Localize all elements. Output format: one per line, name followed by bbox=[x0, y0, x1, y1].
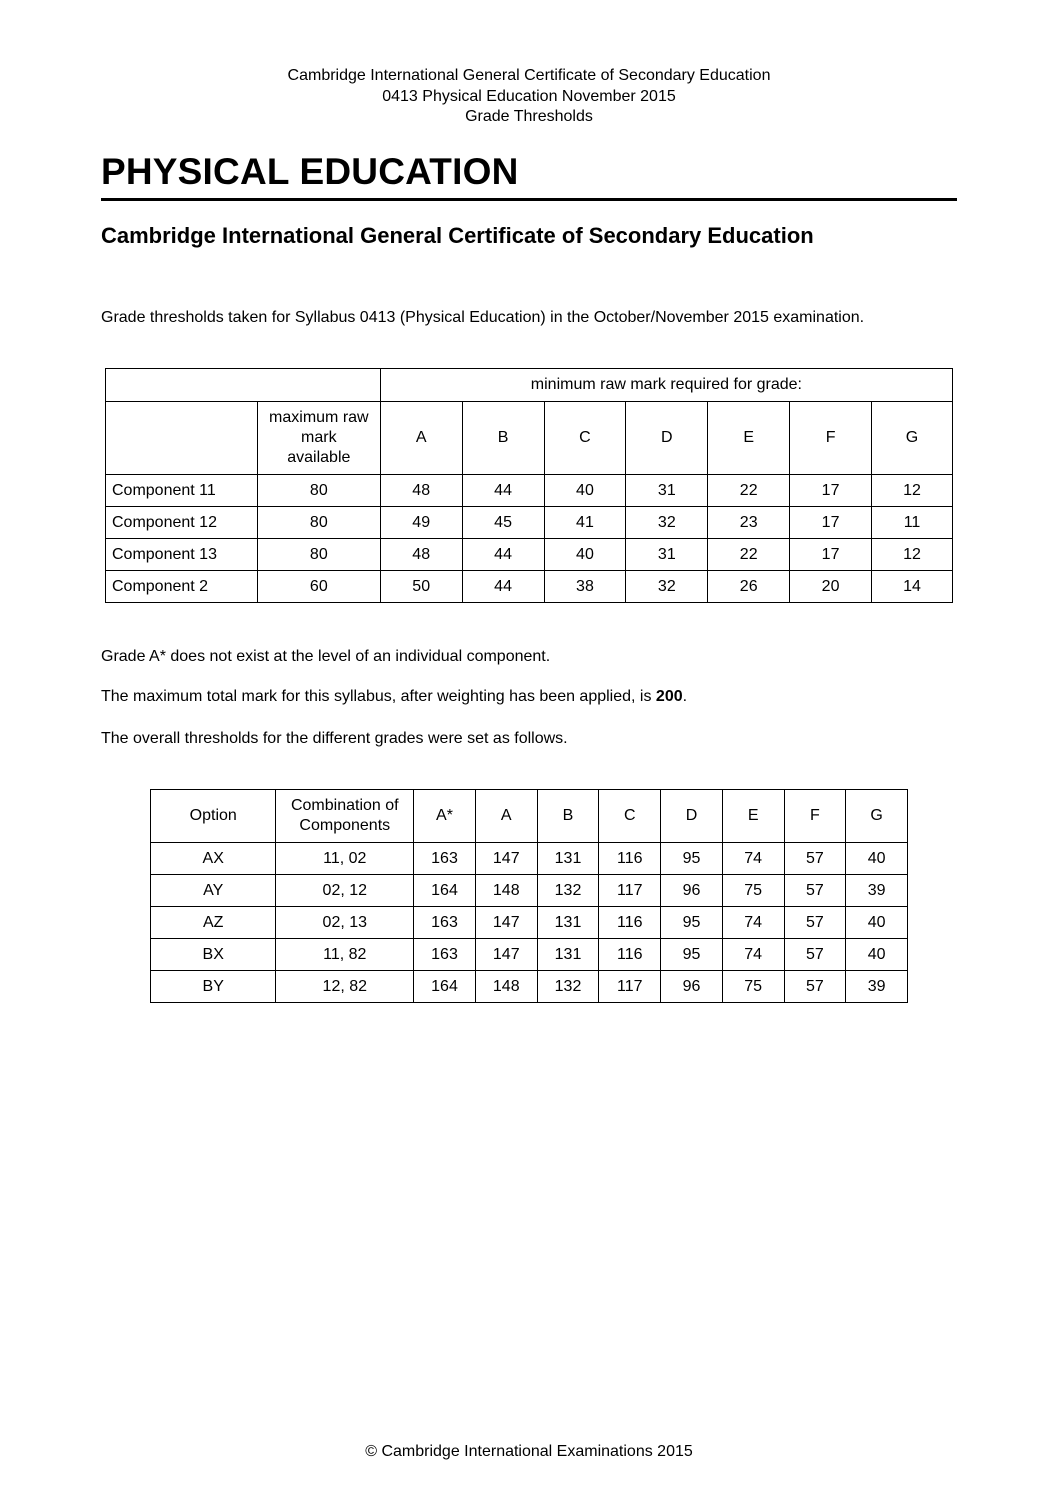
threshold-cell: 44 bbox=[462, 539, 544, 571]
grade-header: B bbox=[537, 790, 599, 843]
max-total-value: 200 bbox=[655, 688, 683, 705]
threshold-cell: 57 bbox=[784, 875, 846, 907]
threshold-cell: 11 bbox=[872, 507, 953, 539]
threshold-cell: 148 bbox=[475, 971, 537, 1003]
header-line-3: Grade Thresholds bbox=[465, 108, 593, 125]
table-row bbox=[151, 939, 908, 971]
title-divider bbox=[101, 198, 957, 201]
grade-header: E bbox=[722, 790, 784, 843]
threshold-cell: 75 bbox=[722, 875, 784, 907]
threshold-cell: 147 bbox=[475, 939, 537, 971]
max-mark-cell: 80 bbox=[257, 507, 380, 539]
threshold-cell: 96 bbox=[661, 971, 723, 1003]
threshold-cell: 74 bbox=[722, 843, 784, 875]
threshold-cell: 117 bbox=[599, 875, 661, 907]
threshold-cell: 163 bbox=[414, 843, 476, 875]
threshold-cell: 41 bbox=[544, 507, 626, 539]
threshold-cell: 22 bbox=[708, 475, 790, 507]
table-row bbox=[106, 475, 953, 507]
threshold-cell: 117 bbox=[599, 971, 661, 1003]
threshold-cell: 163 bbox=[414, 907, 476, 939]
threshold-cell: 40 bbox=[544, 539, 626, 571]
threshold-cell: 40 bbox=[846, 907, 908, 939]
threshold-cell: 95 bbox=[661, 843, 723, 875]
threshold-cell: 23 bbox=[708, 507, 790, 539]
threshold-cell: 48 bbox=[380, 539, 462, 571]
combination-cell: 02, 13 bbox=[276, 907, 414, 939]
component-name: Component 2 bbox=[106, 571, 258, 603]
table-row bbox=[151, 907, 908, 939]
empty-header-cell bbox=[106, 402, 258, 475]
threshold-cell: 75 bbox=[722, 971, 784, 1003]
threshold-cell: 44 bbox=[462, 571, 544, 603]
threshold-cell: 17 bbox=[790, 475, 872, 507]
threshold-cell: 96 bbox=[661, 875, 723, 907]
threshold-cell: 22 bbox=[708, 539, 790, 571]
page-title: PHYSICAL EDUCATION bbox=[101, 151, 519, 192]
max-total-note bbox=[101, 687, 687, 707]
max-mark-cell: 80 bbox=[257, 475, 380, 507]
threshold-cell: 116 bbox=[599, 939, 661, 971]
table-row bbox=[151, 971, 908, 1003]
threshold-cell: 40 bbox=[846, 843, 908, 875]
max-mark-header-line: maximum raw bbox=[269, 409, 369, 426]
threshold-cell: 40 bbox=[846, 939, 908, 971]
max-mark-cell: 60 bbox=[257, 571, 380, 603]
header-line-2: 0413 Physical Education November 2015 bbox=[382, 87, 676, 105]
grade-header: B bbox=[462, 402, 544, 475]
max-total-suffix: . bbox=[682, 688, 688, 705]
threshold-cell: 116 bbox=[599, 907, 661, 939]
option-header: Option bbox=[151, 790, 276, 843]
table-row bbox=[151, 843, 908, 875]
threshold-cell: 12 bbox=[872, 475, 953, 507]
threshold-cell: 38 bbox=[544, 571, 626, 603]
component-name: Component 11 bbox=[106, 475, 258, 507]
combination-cell: 11, 82 bbox=[276, 939, 414, 971]
threshold-cell: 14 bbox=[872, 571, 953, 603]
threshold-cell: 148 bbox=[475, 875, 537, 907]
grade-header: C bbox=[544, 402, 626, 475]
threshold-cell: 44 bbox=[462, 475, 544, 507]
grade-header: F bbox=[790, 402, 872, 475]
combination-header-line: Components bbox=[299, 817, 391, 834]
max-mark-header-line: mark bbox=[301, 429, 337, 446]
threshold-cell: 164 bbox=[414, 971, 476, 1003]
threshold-cell: 17 bbox=[790, 507, 872, 539]
grade-header: A* bbox=[414, 790, 476, 843]
threshold-cell: 131 bbox=[537, 939, 599, 971]
threshold-cell: 116 bbox=[599, 843, 661, 875]
threshold-cell: 163 bbox=[414, 939, 476, 971]
combination-cell: 12, 82 bbox=[276, 971, 414, 1003]
intro-text: Grade thresholds taken for Syllabus 0413 (Physical Education) in the October/November 2015 examination. bbox=[101, 309, 865, 326]
threshold-cell: 131 bbox=[537, 843, 599, 875]
table-row bbox=[106, 571, 953, 603]
table-row bbox=[106, 507, 953, 539]
threshold-cell: 95 bbox=[661, 939, 723, 971]
combination-cell: 02, 12 bbox=[276, 875, 414, 907]
component-thresholds-table bbox=[105, 368, 953, 603]
threshold-cell: 164 bbox=[414, 875, 476, 907]
max-mark-header bbox=[257, 402, 380, 475]
threshold-cell: 48 bbox=[380, 475, 462, 507]
threshold-cell: 20 bbox=[790, 571, 872, 603]
header-line-1: Cambridge International General Certificate of Secondary Education bbox=[287, 67, 771, 84]
threshold-cell: 31 bbox=[626, 539, 708, 571]
threshold-cell: 32 bbox=[626, 507, 708, 539]
threshold-cell: 49 bbox=[380, 507, 462, 539]
threshold-cell: 40 bbox=[544, 475, 626, 507]
option-cell: AX bbox=[151, 843, 276, 875]
threshold-cell: 74 bbox=[722, 907, 784, 939]
table-row bbox=[106, 539, 953, 571]
astar-note: Grade A* does not exist at the level of an individual component. bbox=[101, 648, 551, 665]
threshold-cell: 95 bbox=[661, 907, 723, 939]
copyright-footer: © Cambridge International Examinations 2015 bbox=[365, 1443, 693, 1460]
threshold-cell: 132 bbox=[537, 875, 599, 907]
option-cell: AZ bbox=[151, 907, 276, 939]
grade-header: D bbox=[626, 402, 708, 475]
grade-header: D bbox=[661, 790, 723, 843]
component-name: Component 13 bbox=[106, 539, 258, 571]
grade-header: G bbox=[846, 790, 908, 843]
grade-header: G bbox=[872, 402, 953, 475]
option-cell: BX bbox=[151, 939, 276, 971]
threshold-cell: 57 bbox=[784, 971, 846, 1003]
grade-header: A bbox=[475, 790, 537, 843]
grade-header: A bbox=[380, 402, 462, 475]
table-header-row bbox=[106, 369, 953, 402]
page-subtitle: Cambridge International General Certificate of Secondary Education bbox=[101, 223, 814, 248]
threshold-cell: 57 bbox=[784, 939, 846, 971]
threshold-cell: 31 bbox=[626, 475, 708, 507]
table-header-row bbox=[151, 790, 908, 843]
max-total-prefix: The maximum total mark for this syllabus, after weighting has been applied, is bbox=[101, 688, 656, 705]
threshold-cell: 147 bbox=[475, 843, 537, 875]
max-mark-cell: 80 bbox=[257, 539, 380, 571]
empty-header-cell bbox=[106, 369, 381, 402]
document-header bbox=[0, 66, 1058, 128]
threshold-cell: 12 bbox=[872, 539, 953, 571]
threshold-cell: 131 bbox=[537, 907, 599, 939]
threshold-cell: 57 bbox=[784, 907, 846, 939]
grade-header: E bbox=[708, 402, 790, 475]
threshold-cell: 147 bbox=[475, 907, 537, 939]
threshold-cell: 57 bbox=[784, 843, 846, 875]
max-mark-header-line: available bbox=[287, 449, 351, 466]
threshold-cell: 39 bbox=[846, 971, 908, 1003]
threshold-cell: 32 bbox=[626, 571, 708, 603]
combination-cell: 11, 02 bbox=[276, 843, 414, 875]
overall-note: The overall thresholds for the different grades were set as follows. bbox=[101, 730, 568, 747]
option-cell: BY bbox=[151, 971, 276, 1003]
table-row bbox=[151, 875, 908, 907]
threshold-cell: 45 bbox=[462, 507, 544, 539]
table-subheader-row bbox=[106, 402, 953, 475]
threshold-cell: 132 bbox=[537, 971, 599, 1003]
grade-header: C bbox=[599, 790, 661, 843]
threshold-cell: 17 bbox=[790, 539, 872, 571]
combination-header-line: Combination of bbox=[290, 797, 399, 814]
option-thresholds-table bbox=[150, 789, 908, 1003]
threshold-cell: 50 bbox=[380, 571, 462, 603]
grade-header: F bbox=[784, 790, 846, 843]
threshold-cell: 26 bbox=[708, 571, 790, 603]
threshold-cell: 74 bbox=[722, 939, 784, 971]
threshold-cell: 39 bbox=[846, 875, 908, 907]
group-header-cell: minimum raw mark required for grade: bbox=[380, 369, 952, 402]
component-name: Component 12 bbox=[106, 507, 258, 539]
combination-header bbox=[276, 790, 414, 843]
option-cell: AY bbox=[151, 875, 276, 907]
